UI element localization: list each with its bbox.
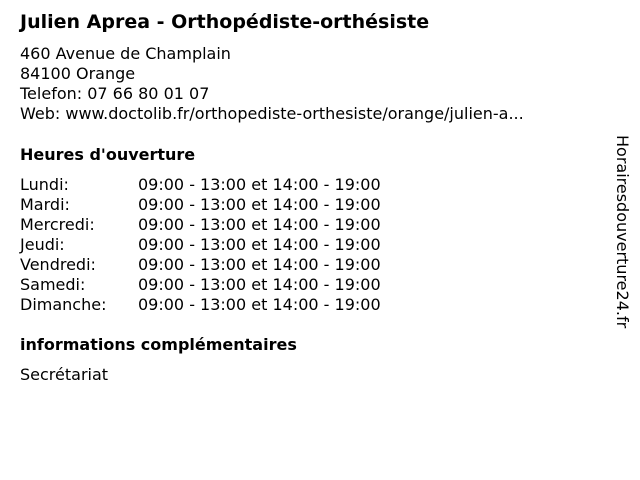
address-city: 84100 Orange: [20, 64, 136, 83]
day-label: Samedi:: [20, 275, 86, 294]
address-block: [20, 44, 524, 124]
hours-row-saturday: [20, 275, 381, 295]
hours-row-monday: [20, 175, 381, 195]
day-label: Vendredi:: [20, 255, 96, 274]
time-range: 09:00 - 13:00 et 14:00 - 19:00: [138, 235, 381, 254]
hours-row-sunday: [20, 295, 381, 315]
time-range: 09:00 - 13:00 et 14:00 - 19:00: [138, 275, 381, 294]
hours-row-friday: [20, 255, 381, 275]
day-label: Lundi:: [20, 175, 69, 194]
day-label: Dimanche:: [20, 295, 107, 314]
hours-row-thursday: [20, 235, 381, 255]
time-range: 09:00 - 13:00 et 14:00 - 19:00: [138, 295, 381, 314]
site-watermark: Horairesdouverture24.fr: [613, 135, 632, 329]
day-label: Jeudi:: [20, 235, 65, 254]
address-web: Web: www.doctolib.fr/orthopediste-orthesiste/orange/julien-a...: [20, 104, 524, 123]
time-range: 09:00 - 13:00 et 14:00 - 19:00: [138, 255, 381, 274]
time-range: 09:00 - 13:00 et 14:00 - 19:00: [138, 175, 381, 194]
page-title: Julien Aprea - Orthopédiste-orthésiste: [20, 11, 430, 33]
address-phone: Telefon: 07 66 80 01 07: [20, 84, 210, 103]
hours-row-tuesday: [20, 195, 381, 215]
day-label: Mardi:: [20, 195, 70, 214]
day-label: Mercredi:: [20, 215, 95, 234]
address-street: 460 Avenue de Champlain: [20, 44, 231, 63]
opening-hours-table: [20, 175, 381, 315]
time-range: 09:00 - 13:00 et 14:00 - 19:00: [138, 195, 381, 214]
additional-info-heading: informations complémentaires: [20, 335, 297, 354]
opening-hours-heading: Heures d'ouverture: [20, 145, 196, 164]
hours-row-wednesday: [20, 215, 381, 235]
time-range: 09:00 - 13:00 et 14:00 - 19:00: [138, 215, 381, 234]
additional-info-text: Secrétariat: [20, 365, 109, 384]
